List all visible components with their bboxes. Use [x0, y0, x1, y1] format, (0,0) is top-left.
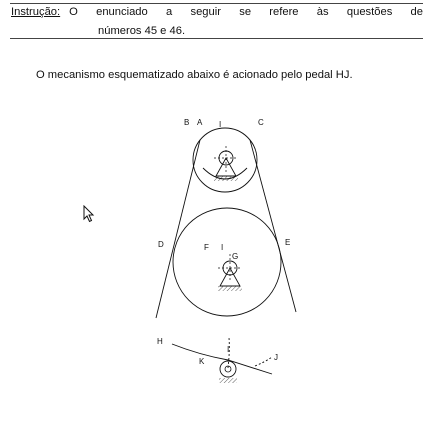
instruction-label: Instrução:: [11, 6, 61, 18]
label-c: C: [258, 118, 264, 127]
instruction-text-1: O enunciado a seguir se refere às questões de: [69, 6, 423, 18]
label-g: G: [232, 252, 239, 261]
label-i-top: I: [219, 120, 222, 129]
belt-right: [250, 140, 296, 312]
label-k: K: [199, 357, 205, 366]
belt-left: [156, 140, 200, 318]
label-e: E: [285, 238, 291, 247]
label-i-mid: I: [221, 243, 224, 252]
pedal-hj: [172, 344, 272, 374]
label-h: H: [157, 337, 163, 346]
label-i: I: [227, 345, 230, 354]
label-d: D: [158, 240, 164, 249]
label-j: J: [274, 353, 278, 362]
statement-text: O mecanismo esquematizado abaixo é acionado pelo pedal HJ.: [36, 69, 353, 81]
pedal-pivot: [220, 361, 236, 377]
label-a: A: [197, 118, 203, 127]
label-f: F: [204, 243, 209, 252]
instruction-line-2: números 45 e 46.: [98, 25, 186, 37]
label-b: B: [184, 118, 190, 127]
